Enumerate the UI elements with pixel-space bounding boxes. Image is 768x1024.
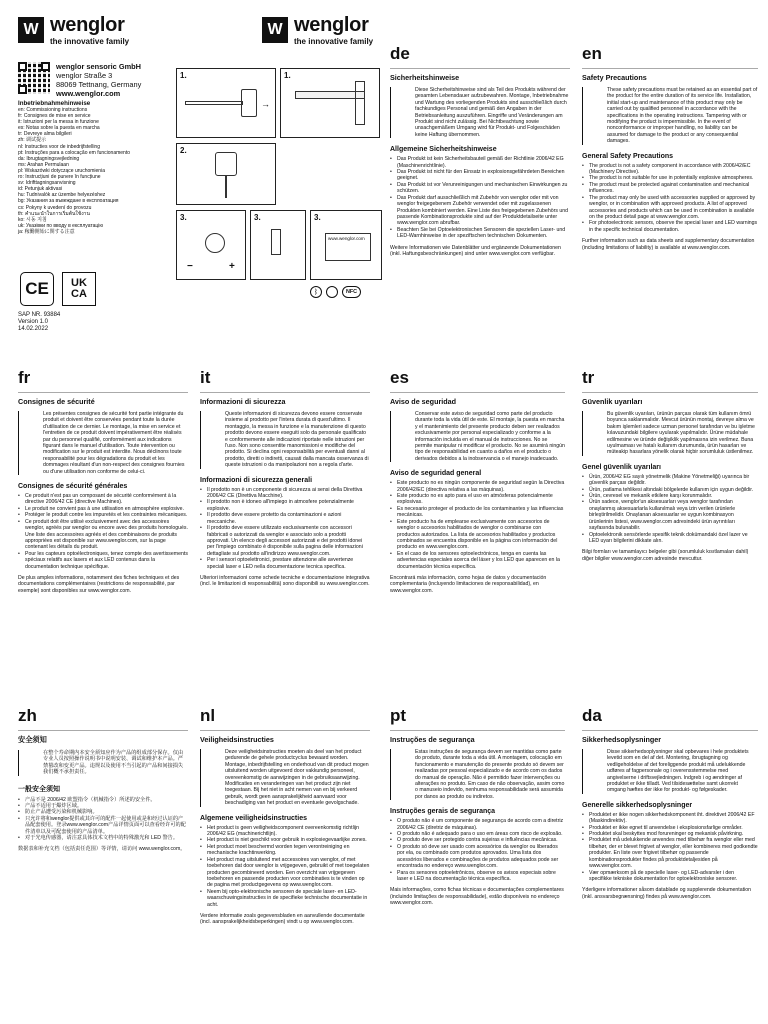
section-de bbox=[390, 44, 570, 257]
commissioning-line: ko: 시동 지침 bbox=[18, 216, 47, 223]
section-title: Aviso de seguridad bbox=[390, 397, 457, 406]
figure-step-3b bbox=[250, 210, 306, 280]
safety-bullet: • The product is not suitable for use in potentially explosive atmospheres. bbox=[582, 175, 758, 181]
language-code: de bbox=[390, 44, 410, 63]
cable-icon bbox=[225, 176, 227, 198]
section-title: Sicherheitshinweise bbox=[390, 73, 460, 82]
commissioning-line: it: Istruzioni per la messa in funzione bbox=[18, 119, 99, 126]
commissioning-line: da: Ibrugtagningsvejledning bbox=[18, 155, 80, 162]
language-code: fr bbox=[18, 368, 31, 387]
further-info-text: Verdere informatie zoals gegevensbladen en aanvullende documentatie (incl. aansprakelijkheidsbeperkingen) vindt u op www.wenglor.com. bbox=[200, 912, 365, 926]
commissioning-line: sv: Idrifttagningsanvisning bbox=[18, 180, 76, 187]
company-address bbox=[56, 62, 141, 98]
company-street: wenglor Straße 3 bbox=[56, 71, 113, 80]
sensor-rod-icon bbox=[185, 101, 243, 105]
section-divider bbox=[390, 392, 565, 393]
safety-bullet: • Produktet er ikke nogen sikkerhedskomponent iht. direktivet 2006/42 EF (Maskindirektiv). bbox=[582, 812, 758, 825]
safety-bullet: • 产品不适用于爆炸区域。 bbox=[18, 803, 188, 809]
safety-bullet: • 产品不是 2006/42 欧盟指令（机械指令）所述的安全件。 bbox=[18, 797, 188, 803]
safety-notice-box: Deze veiligheidsinstructies moeten als deel van het product gedurende de gehele productcyclus bewaard worden. Montage, inbedrijfstelling en onderhoud van dit product mogen uitsluitend worden uitgevoerd door vakkundig personeel, overeenkomstig de aanwijzingen in de gebruiksaanwijzing. Modificaties en veranderingen van het product zijn niet toegestaan. Bij het niet in acht nemen van en bij verkeerd gebruik, wordt geen aansprakelijkheid aanvaard voor beschadiging van het product en eventuele gevolgschade. bbox=[200, 749, 370, 807]
safety-bullet: • Este producto no es apto para el uso en atmósferas potencialmente explosivas. bbox=[390, 493, 565, 506]
section-es bbox=[390, 368, 565, 594]
bluetooth-icon: ᛒ bbox=[310, 286, 322, 298]
safety-bullet: • Produktet skal beskyttes mod forureninger og mekanisk påvirkning. bbox=[582, 831, 758, 837]
language-code: pt bbox=[390, 706, 407, 725]
safety-bullet-list bbox=[390, 480, 565, 570]
further-info-text: Bilgi formları ve tamamlayıcı belgeler gibi (sorumluluk kısıtlamaları dahil) diğer bilgiler www.wenglor.com adresinde mevcuttur. bbox=[582, 549, 749, 562]
safety-notice-box: Disse sikkerhedsoplysninger skal opbevares i hele produktets levetid som en del af det. Montering, ibrugtagning og vedligeholdelse af det foreliggende produkt må udelukkende udføres af fagpersonale og i overensstemmelse med angivelserne i driftsvejledningen. Indgreb i og ændringer af produktet er ikke tilladt. Ved tilsidesættelse samt ukorrekt omgang hæftes der ikke for produkt- og følgeskader. bbox=[582, 749, 758, 794]
safety-bullet-list bbox=[18, 493, 188, 570]
commissioning-line: hu: Tudnivalók az üzembe helyezéshez bbox=[18, 192, 106, 199]
section-title: Güvenlik uyarıları bbox=[582, 397, 643, 406]
section-fr bbox=[18, 368, 188, 594]
further-info-text: Yderligere informationer såsom datablade og supplerende dokumentation (inkl. ansvarsbegrænsning) findes på www.wenglor.com. bbox=[582, 887, 751, 900]
figure-step-3c bbox=[310, 210, 382, 280]
figure-step-1a bbox=[176, 68, 276, 138]
commissioning-line: nl: Instructies voor de inbedrijfstelling bbox=[18, 143, 100, 150]
safety-bullet: • Das Produkt darf ausschließlich mit Zubehör von wenglor oder mit von wenglor freigegebenem Zubehör verwendet oder mit zugelassenen Produkten kombiniert werden. Eine Liste des freigegebenen Zubehörs und passende Kombinationsprodukte sind auf der Produktdetailseite unter www.wenglor.com abrufbar. bbox=[390, 195, 570, 227]
commissioning-line: id: Petunjuk aktivasi bbox=[18, 186, 63, 193]
section-it bbox=[200, 368, 370, 588]
section-divider bbox=[18, 392, 188, 393]
connector-icon bbox=[215, 152, 237, 176]
safety-bullet: • Este producto ha de emplearse exclusivamente con accesorios de wenglor o accesorios habilitados de wenglor o combinarse con productos autorizados. La lista de accesorios habilitados y productos combinados se encuentra disponible en la página con información del producto en www.wenglor.com. bbox=[390, 519, 565, 551]
safety-bullet-list bbox=[390, 818, 565, 882]
general-safety-title: Informazioni di sicurezza generali bbox=[200, 476, 313, 484]
safety-bullet: • Il prodotto deve essere utilizzato esclusivamente con accessori fabbricati o autorizzati da wenglor e associato solo a prodotti approvati. Un elenco degli accessori autorizzati e dei prodotti idonei per l'impiego combinato è disponibile sulla pagina delle informazioni dettagliate sul prodotto all'indirizzo www.wenglor.com. bbox=[200, 525, 370, 557]
company-name: wenglor sensoric GmbH bbox=[56, 62, 142, 71]
section-divider bbox=[582, 392, 758, 393]
bracket-icon bbox=[355, 81, 365, 125]
commissioning-line: uk: Указівки по вводу в експлуатацію bbox=[18, 222, 104, 229]
commissioning-line: es: Notas sobre la puesta en marcha bbox=[18, 125, 100, 132]
figure-step-number: 3. bbox=[180, 213, 187, 222]
language-code: tr bbox=[582, 368, 595, 387]
safety-bullet: • Beachten Sie bei Optoelektronischen Sensoren die speziellen Laser- und LED-Warnhinweise in der speziftschen technischen Dokumenten. bbox=[390, 227, 570, 240]
commissioning-line: ms: Arahan Permulaan bbox=[18, 161, 69, 168]
further-info-text: 数据表和补充文档（包括责任范围）等详情，请访问 www.wenglor.com。 bbox=[18, 846, 186, 853]
potentiometer-icon bbox=[205, 233, 225, 253]
commissioning-line: zh: 调试提示 bbox=[18, 137, 47, 144]
safety-notice-box: Diese Sicherheitshinweise sind als Teil des Produkts während der gesamten Lebensdauer aufzubewahren. Montage, Inbetriebnahme und Wartung des vorliegenden Produkts sind ausschließlich durch fachkundiges Personal und gemäß den Angaben in der Betriebsanleitung auszuführen. Eingriffe und Veränderungen am Produkt sind nicht zulässig. Bei Nichtbeachtung sowie unsachgemäßem Umgang wird für Produkt- und Folgeschäden keine Haftung übernommen. bbox=[390, 87, 570, 138]
wenglor-logo-icon: W bbox=[262, 17, 288, 43]
commissioning-line: ja: 稼働開始に関する注意 bbox=[18, 228, 75, 235]
brand-tagline: the innovative family bbox=[294, 37, 374, 46]
safety-bullet: • Es necesario proteger el producto de los contaminantes y las influencias mecánicas. bbox=[390, 506, 565, 519]
further-info-text: De plus amples informations, notamment des fiches techniques et des documentations complémentaires (restrictions de responsabilité, par exemple) sont disponibles sur www.wenglor.com. bbox=[18, 574, 180, 594]
safety-bullet: • Produktet må udelukkende anvendes med tilbehør fra wenglor eller med tilbehør, der er blevet frigivet af wenglor, eller kombineres med godkendte produkter. En liste over frigivet tilbehør og passende kombinationsprodukter findes på produktdetaljesiden på www.wenglor.com. bbox=[582, 837, 758, 869]
section-pt bbox=[390, 706, 565, 907]
section-tr bbox=[582, 368, 758, 562]
safety-notice-box: Estas instruções de segurança devem ser mantidas como parte do produto, durante toda a vida útil. A montagem, colocação em funcionamento e manutenção do presente produto só devem ser realizadas por pessoal especializado e de acordo com os dados do manual de operação. Não é permitido fazer intervenções ou alterações no produto. Em caso de não observação, assim como o manuseio indevido, nenhuma responsabilidade será assumida por danos ao produto ou indiretos. bbox=[390, 749, 565, 800]
safety-notice-box: Conservar este aviso de seguridad como parte del producto durante toda la vida útil de este. El montaje, la puesta en marcha y el mantenimiento del presente producto deben ser realizados exclusivamente por personal especializado y conforme a la información incluida en el manual de instrucciones. No se permite manipular ni modificar el producto. No se asumirá ningún tipo de responsabilidad en cuanto a daños en el producto o derivados debidos a la inobservancia o el manejo inadecuado. bbox=[390, 411, 565, 462]
safety-bullet-list bbox=[200, 487, 370, 570]
safety-bullet: • O produto deve ser protegido contra sujeiras e influências mecânicas. bbox=[390, 837, 565, 843]
safety-bullet: • Ürün, 2006/42 EG sayılı yönetmelik (Makine Yönetmeliği) uyarınca bir güvenlik parçası değildir. bbox=[582, 474, 758, 487]
safety-bullet: • Neem bij opto-elektronische sensoren de speciale laser- en LED-waarschuwingsinstructies in de specifieke technische documentatie in acht. bbox=[200, 889, 370, 908]
ukca-mark-top: UK bbox=[71, 277, 87, 289]
figure-step-number: 3. bbox=[254, 213, 261, 222]
safety-bullet-list bbox=[390, 156, 570, 239]
connectivity-icons bbox=[310, 286, 361, 298]
arrow-icon: → bbox=[261, 99, 270, 109]
safety-bullet: • Das Produkt ist vor Verunreinigungen und mechanischen Einwirkungen zu schützen. bbox=[390, 182, 570, 195]
brand-logo-right bbox=[262, 14, 373, 46]
safety-bullet-list bbox=[18, 797, 188, 842]
safety-bullet: • Optoelektronik sensörlerde spesifik teknik dokümandaki özel lazer ve LED uyarı bilgilerini dikkate alın. bbox=[582, 532, 758, 545]
section-divider bbox=[200, 730, 370, 731]
safety-bullet: • Pour les capteurs optoélectroniques, tenez compte des avertissements spéciaux relatifs aux lasers et aux LED contenus dans la documentation technique spécifique. bbox=[18, 551, 188, 570]
safety-bullet: • Het product is niet geschikt voor gebruik in explosiegevaarlijke zones. bbox=[200, 837, 370, 843]
safety-bullet-list bbox=[582, 163, 758, 233]
general-safety-title: Aviso de seguridad general bbox=[390, 470, 482, 478]
ce-mark bbox=[20, 272, 54, 306]
section-title: 安全须知 bbox=[18, 735, 47, 744]
ukca-mark-bottom: CA bbox=[71, 288, 87, 300]
safety-bullet: • Ürün, cevresel ve mekanik etkilere karşı korunmalıdır. bbox=[582, 493, 758, 499]
general-safety-title: 一般安全须知 bbox=[18, 785, 60, 793]
section-divider bbox=[200, 392, 370, 393]
safety-bullet: • Para os sensores optoeletrônicos, observe os avisos especiais sobre laser e LED na documentação técnica específica. bbox=[390, 870, 565, 883]
commissioning-line: th: คำแนะนำในการเริ่มต้นใช้งาน bbox=[18, 210, 90, 217]
sap-number: SAP NR. 93884 bbox=[18, 312, 61, 318]
commissioning-line: pt: Instruções para a colocação em funcionamento bbox=[18, 149, 131, 156]
nfc-label: NFC bbox=[346, 289, 358, 295]
safety-bullet: • O produto não é um componente de segurança de acordo com a diretriz 2006/42 CE (diretriz de máquinas). bbox=[390, 818, 565, 831]
section-en bbox=[582, 44, 758, 251]
language-code: nl bbox=[200, 706, 216, 725]
section-title: Informazioni di sicurezza bbox=[200, 397, 286, 406]
monitor-url-label: www.wenglor.com bbox=[328, 236, 365, 241]
app-icon bbox=[326, 286, 338, 298]
safety-notice-box: These safety precautions must be retained as an essential part of the product for the entire duration of its service life. Installation, initial start-up and maintenance of this product may only be carried out by qualified personnel in accordance with the specifications in the operating instructions. Tampering with or modifying the product is impermissible. In the event of nonconformance or improper handling, no liability can be assumed for damage to the product or any consequential damages. bbox=[582, 87, 758, 145]
safety-bullet: • 只允许将和wenglor提供或其许可的配件一起使用或是和经过认证的产品配套使用。登录www.wenglor.com产品详情页面可以查看经许可的配件清单以及可配套使用的产品清单。 bbox=[18, 816, 188, 835]
safety-notice-box: 在整个寿命期内本安全须知应作为产品的组成部分保存。仅由专业人员按照操作说明书中说明安装、调试和维护本产品。严禁篡改和变更产品。违规以及使用不当引起的产品和间接损失我们概不承担责任。 bbox=[18, 750, 188, 776]
figure-step-2 bbox=[176, 143, 276, 205]
monitor-icon bbox=[325, 233, 371, 261]
safety-bullet: • Ce produit n'est pas un composant de sécurité conformément à la directive 2006/42 CE (directive Machines). bbox=[18, 493, 188, 506]
wenglor-logo-icon: W bbox=[18, 17, 44, 43]
section-divider bbox=[390, 68, 570, 69]
general-safety-title: Consignes de sécurité générales bbox=[18, 483, 128, 491]
safety-bullet: • Het product mag uitsluitend met accessoires van wenglor, of met toebehoren dat door wenglor is vrijgegeven, gebruikt of met toegelaten producten gecombineerd worden. Een overzicht van vrijgegeven toebehoren en passende producten voor combinaties is te vinden op de pagina met productgegevens op www.wenglor.com. bbox=[200, 857, 370, 889]
figure-step-3a bbox=[176, 210, 246, 280]
commissioning-line: en: Commissioning instructions bbox=[18, 107, 88, 113]
general-safety-title: Allgemeine Sicherheitshinweise bbox=[390, 146, 497, 154]
safety-bullet: • O produto só deve ser usado com acessórios da wenglor ou liberados por ela, ou combinado com produtos aprovados. Uma lista dos acessórios liberados e combinações de produtos adequados pode ser encontrada no endereço www.wenglor.com. bbox=[390, 844, 565, 870]
commissioning-line: cs: Pokyny k uvedení do provozu bbox=[18, 204, 92, 211]
safety-bullet: • 防止产品遭受污染和机械影响。 bbox=[18, 809, 188, 815]
company-web-link[interactable]: www.wenglor.com bbox=[56, 89, 121, 98]
safety-notice-box: Queste informazioni di sicurezza devono essere conservate insieme al prodotto per l'intera durata di quest'ultimo. Il montaggio, la messa in funzione e la manutenzione di questo prodotto devono essere eseguiti solo da personale qualificato e conformemente alle indicazioni riportate nelle istruzioni per l'uso. Non sono consentite manomissioni e modifiche del prodotto. Si declina ogni responsabilità per eventuali danni al prodotto, diretti o indiretti, causati dalla mancata osservanza di queste istruzioni o da manipolazioni non a regola d'arte. bbox=[200, 411, 370, 469]
sensor-body-icon bbox=[241, 89, 257, 117]
screwdriver-icon bbox=[271, 229, 281, 255]
general-safety-title: Generelle sikkerhedsoplysninger bbox=[582, 801, 693, 809]
safety-bullet: • The product must be protected against contamination and mechanical influences. bbox=[582, 182, 758, 195]
doc-version: Version 1.0 bbox=[18, 319, 49, 326]
brand-tagline: the innovative family bbox=[50, 37, 130, 46]
ce-mark-label: CE bbox=[25, 279, 49, 298]
company-city: 88069 Tettnang, Germany bbox=[56, 80, 142, 89]
language-code: da bbox=[582, 706, 602, 725]
section-title: Consignes de sécurité bbox=[18, 397, 95, 406]
safety-notice-box: Bu güvenlik uyarıları, ürünün parçası olarak tüm kullanım ömrü boyunca saklanmalıdır. Mevcut ürünün montaj, devreye alma ve bakım işlemleri sadece uzman personel tarafından ve bu işletme kılavuzundaki bilgilere uyularak yapılmalıdır. Ürüne müdahale edilmesine ve üründe değişiklik yapılmasına izin verilmez. Buna uyulmaması ve hatalı kullanım durumunda, ürün hasarları ve müteakip hasarlara yönelik olarak hiçbir sorumluluk üstlenilmez. bbox=[582, 411, 758, 456]
safety-bullet: • Ürün sadece, wenglor'un aksesuarları veya wenglor tarafından onaylanmış aksesuarlarla kullanılmalı veya izin verilen ürünlerle birleştirilmelidir. Onaylanan aksesuarlar ve uygun kombinasyon ürünlerinin listesi, www.wenglor.com adresindeki ürün ayrıntıları sayfasında bulunabilir. bbox=[582, 499, 758, 531]
figure-step-number: 1. bbox=[284, 71, 291, 80]
figure-step-number: 1. bbox=[180, 71, 187, 80]
general-safety-title: Algemene veiligheidsinstructies bbox=[200, 814, 307, 822]
safety-bullet: • For photoelectronic sensors, observe the special laser and LED warnings in the specific technical documentation. bbox=[582, 220, 758, 233]
nfc-icon bbox=[342, 286, 361, 298]
safety-bullet: • Il prodotto non è idoneo all'impiego in atmosfere potenzialmente esplosive. bbox=[200, 499, 370, 512]
section-nl bbox=[200, 706, 370, 926]
document-info bbox=[18, 312, 60, 334]
safety-bullet: • Per i sensori optoelettronici, prestare attenzione alle avvertenze speciali laser e LED nella documentazione tecnica specifica. bbox=[200, 557, 370, 570]
brand-name: wenglor bbox=[50, 14, 125, 36]
minus-icon: − bbox=[187, 261, 193, 272]
safety-bullet: • Het product is geen veiligheidscomponent overeenkomstig richtlijn 2006/42 EG (machinerichtlijn). bbox=[200, 825, 370, 838]
figure-step-1b bbox=[280, 68, 380, 138]
doc-date: 14.02.2022 bbox=[18, 326, 49, 333]
language-code: en bbox=[582, 44, 602, 63]
figure-step-number: 2. bbox=[180, 146, 187, 155]
further-info-text: Ulteriori informazioni come schede tecniche e documentazione integrativa (incl. le limitazioni di responsabilità) sono disponibili su www.wenglor.com. bbox=[200, 574, 370, 588]
ukca-mark bbox=[62, 272, 96, 306]
brand-name: wenglor bbox=[294, 14, 369, 36]
safety-bullet: • Le produit ne convient pas à une utilisation en atmosphère explosive. bbox=[18, 506, 188, 512]
language-code: es bbox=[390, 368, 409, 387]
safety-bullet: • The product may only be used with accessories supplied or approved by wenglor, or in combination with approved products. A list of approved accessories and products which can be used in combination is available on the product detail page at www.wenglor.com. bbox=[582, 195, 758, 221]
section-title: Instruções de segurança bbox=[390, 735, 475, 744]
plus-icon: + bbox=[229, 261, 235, 272]
safety-bullet: • 对于光电传感器，请注意具体技术文档中的特殊激光和 LED 警告。 bbox=[18, 835, 188, 841]
section-da bbox=[582, 706, 758, 900]
language-code: zh bbox=[18, 706, 37, 725]
commissioning-list bbox=[18, 100, 168, 235]
further-info-text: Further information such as data sheets and supplementary documentation (including limitations of liability) is available at www.wenglor.com. bbox=[582, 238, 755, 251]
further-info-text: Encontrará más información, como hojas de datos y documentación complementaria (incluyendo limitaciones de responsabilidad), en www.wenglor.com. bbox=[390, 574, 547, 594]
section-divider bbox=[582, 68, 758, 69]
section-divider bbox=[18, 730, 188, 731]
safety-bullet: • Vær opmærksom på de specielle laser- og LED-advarsler i den specifikke tekniske dokumentation for optoelektroniske sensorer. bbox=[582, 870, 758, 883]
safety-bullet: • O produto não é adequado para o uso em áreas com risco de explosão. bbox=[390, 831, 565, 837]
commissioning-line: bg: Указания за въвеждане в експлоатация bbox=[18, 198, 119, 205]
safety-notice-box: Les présentes consignes de sécurité font partie intégrante du produit et doivent être conservées pendant toute la durée d'utilisation de ce dernier. Le montage, la mise en service et l'entretien de ce produit doivent impérativement être réalisés par du personnel qualifié, conformément aux indications figurant dans le manuel d'utilisation. Toute intervention ou modification sur le produit est interdite. Nous déclinons toute responsabilité pour les dégradations du produit et les dommages résultant d'un non-respect des consignes fournies ou d'une utilisation non conforme de celui-ci. bbox=[18, 411, 188, 475]
general-safety-title: Genel güvenlik uyarıları bbox=[582, 463, 661, 471]
general-safety-title: General Safety Precautions bbox=[582, 152, 674, 160]
section-divider bbox=[582, 730, 758, 731]
safety-bullet: • Produktet er ikke egnet til anvendelse i eksplosionsfarlige områder. bbox=[582, 825, 758, 831]
commissioning-line: fr: Consignes de mise en service bbox=[18, 113, 91, 120]
figure-step-number: 3. bbox=[314, 213, 321, 222]
section-title: Veiligheidsinstructies bbox=[200, 735, 274, 744]
general-safety-title: Instruções gerais de segurança bbox=[390, 808, 496, 816]
safety-bullet-list bbox=[200, 825, 370, 908]
qr-code-icon bbox=[18, 62, 50, 94]
section-zh bbox=[18, 706, 188, 853]
commissioning-title: Inbetriebnahmehinweise bbox=[18, 100, 91, 107]
safety-bullet: • Het product moet beschermd worden tegen verontreiniging en mechanische krachtinwerking. bbox=[200, 844, 370, 857]
safety-bullet: • Das Produkt ist nicht für den Einsatz in explosionsgefährdeten Bereichen geeignet. bbox=[390, 169, 570, 182]
safety-bullet: • Das Produkt ist kein Sicherheitsbauteil gemäß der Richtlinie 2006/42 EG (Maschinenrichtlinie). bbox=[390, 156, 570, 169]
commissioning-line: pl: Wskazówki dotyczące uruchomienia bbox=[18, 167, 105, 174]
language-code: it bbox=[200, 368, 211, 387]
safety-bullet: • Il prodotto non è un componente di sicurezza ai sensi della Direttiva 2006/42 CE (Direttiva Macchine). bbox=[200, 487, 370, 500]
safety-bullet: • Il prodotto deve essere protetto da contaminazioni e azioni meccaniche. bbox=[200, 512, 370, 525]
commissioning-line: ro: Instrucțiuni de punere în funcțiune bbox=[18, 174, 101, 181]
safety-bullet: • Protéger le produit contre les impuretés et les contraintes mécaniques. bbox=[18, 512, 188, 518]
further-info-text: Mais informações, como fichas técnicas e documentações complementares (incluindo limitações de responsabilidade), estão disponíveis no endereço www.wenglor.com. bbox=[390, 887, 564, 907]
safety-bullet: • Ce produit doit être utilisé exclusivement avec des accessoires wenglor, agréés par wenglor ou encore avec des produits homologués. Une liste des accessoires agréés et des combinaisons de produits appropriées est disponible sur www.wenglor.com, sur la page contenant les détails du produit. bbox=[18, 519, 188, 551]
brand-logo bbox=[18, 14, 129, 46]
commissioning-line: tr: Devreye alma bilgileri bbox=[18, 131, 72, 138]
section-title: Sikkerhedsoplysninger bbox=[582, 735, 662, 744]
safety-bullet: • Ürün, patlama tehlikesi altındaki bölgelerde kullanım için uygun değildir. bbox=[582, 487, 758, 493]
safety-bullet: • The product is not a safety component in accordance with 2006/42/EC (Machinery Directive). bbox=[582, 163, 758, 176]
section-title: Safety Precautions bbox=[582, 73, 647, 82]
safety-bullet: • Este producto no es ningún componente de seguridad según la Directiva 2006/42/EC (directiva relativa a las máquinas). bbox=[390, 480, 565, 493]
safety-bullet-list bbox=[582, 812, 758, 882]
further-info-text: Weitere Informationen wie Datenblätter und ergänzende Dokumentationen (inkl. Haftungsbeschränkungen) sind unter www.wenglor.com verfügbar. bbox=[390, 244, 561, 257]
safety-bullet: • En el caso de los sensores optoelectrónicos, tenga en cuenta las advertencias especiales acerca del láser y los LED que aparecen en la documentación técnica específica. bbox=[390, 551, 565, 570]
section-divider bbox=[390, 730, 565, 731]
safety-bullet-list bbox=[582, 474, 758, 544]
